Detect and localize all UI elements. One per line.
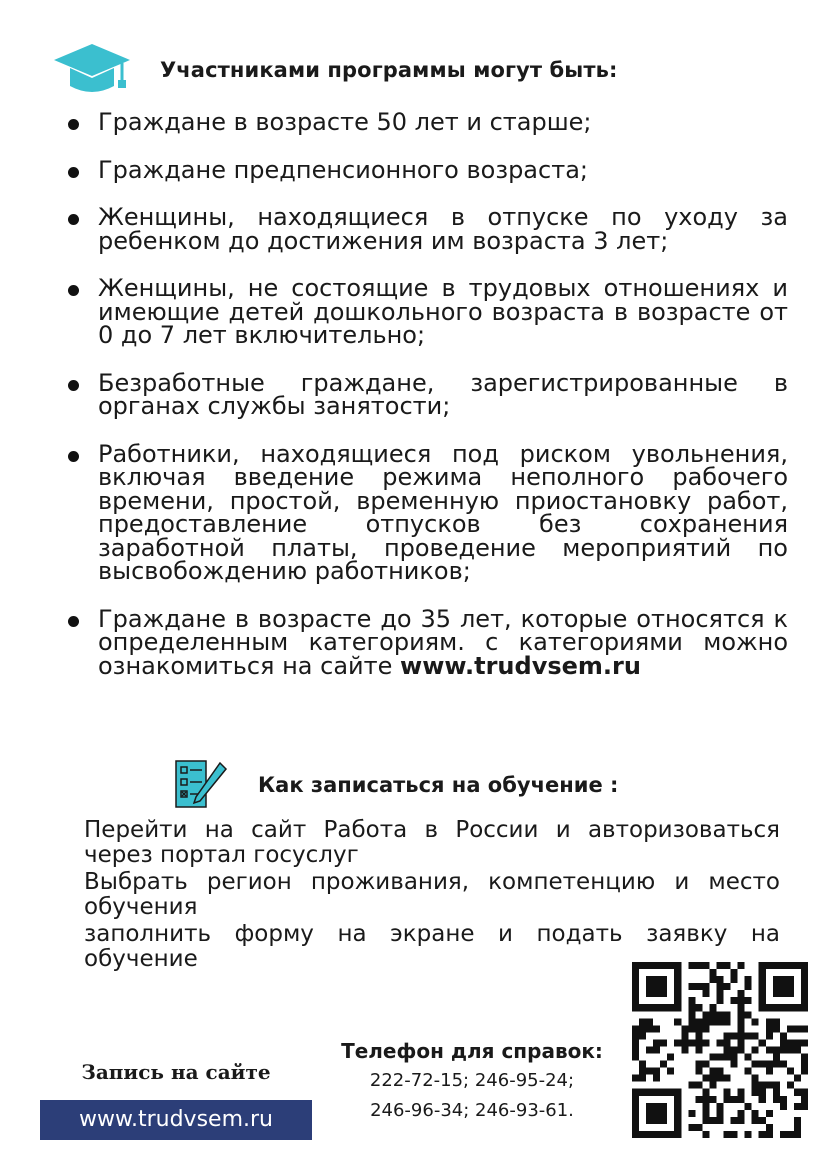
phone-numbers: 222-72-15; 246-95-24; <box>369 1070 575 1091</box>
form-checklist-icon <box>170 757 228 811</box>
participants-list <box>62 108 788 702</box>
list-item-text: Граждане в возрасте до 35 лет, которые относятся к определенным категориям. с категориями можно ознакомиться на сайте <box>98 604 788 680</box>
bullet-icon <box>68 214 79 225</box>
bullet-icon <box>68 451 79 462</box>
list-item <box>62 155 788 184</box>
list-item-text: Женщины, находящиеся в отпуске по уходу за ребенком до достижения им возраста 3 лет; <box>98 203 788 255</box>
signup-block <box>40 1060 312 1140</box>
participants-heading: Участниками программы могут быть: <box>160 58 618 82</box>
bullet-icon <box>68 119 79 130</box>
list-item-text: Граждане в возрасте 50 лет и старше; <box>98 108 592 136</box>
bullet-icon <box>68 380 79 391</box>
list-item <box>62 108 788 136</box>
enroll-header <box>170 757 690 815</box>
list-item-text: Женщины, не состоящие в трудовых отношениях и имеющие детей дошкольного возраста в возрасте от 0 до 7 лет включительно; <box>98 274 788 349</box>
enroll-heading: Как записаться на обучение : <box>258 773 619 797</box>
list-item <box>62 439 788 585</box>
list-item-text: Работники, находящиеся под риском увольнения, включая введение режима неполного рабочего времени, простой, временную приостановку работ, предоставление отпусков без сохранения заработной платы, проведение мероприятий по высвобождению работников; <box>98 439 788 585</box>
signup-url-link[interactable]: www.trudvsem.ru <box>40 1100 312 1140</box>
list-item <box>62 604 788 680</box>
signup-label: Запись на сайте <box>81 1060 271 1084</box>
trudvsem-link[interactable]: www.trudvsem.ru <box>400 651 641 680</box>
graduation-cap-icon <box>52 42 132 98</box>
bullet-icon <box>68 616 79 627</box>
enroll-step: Выбрать регион проживания, компетенцию и место обучения <box>84 869 780 920</box>
list-item <box>62 203 788 255</box>
list-item <box>62 274 788 349</box>
phone-numbers: 246-96-34; 246-93-61. <box>370 1100 574 1121</box>
list-item-text: Граждане предпенсионного возраста; <box>98 155 588 184</box>
qr-code-icon[interactable] <box>632 962 808 1138</box>
contact-title: Телефон для справок: <box>341 1039 603 1063</box>
list-item-text: Безработные граждане, зарегистрированные в органах службы занятости; <box>98 368 788 420</box>
enroll-step: заполнить форму на экране и подать заявку на обучение <box>84 921 780 972</box>
bullet-icon <box>68 285 79 296</box>
participants-header <box>52 42 772 102</box>
list-item <box>62 368 788 420</box>
contact-block <box>326 1036 618 1126</box>
enroll-steps <box>84 818 780 974</box>
enroll-step: Перейти на сайт Работа в России и авторизоваться через портал госуслуг <box>84 817 780 868</box>
bullet-icon <box>68 167 79 178</box>
